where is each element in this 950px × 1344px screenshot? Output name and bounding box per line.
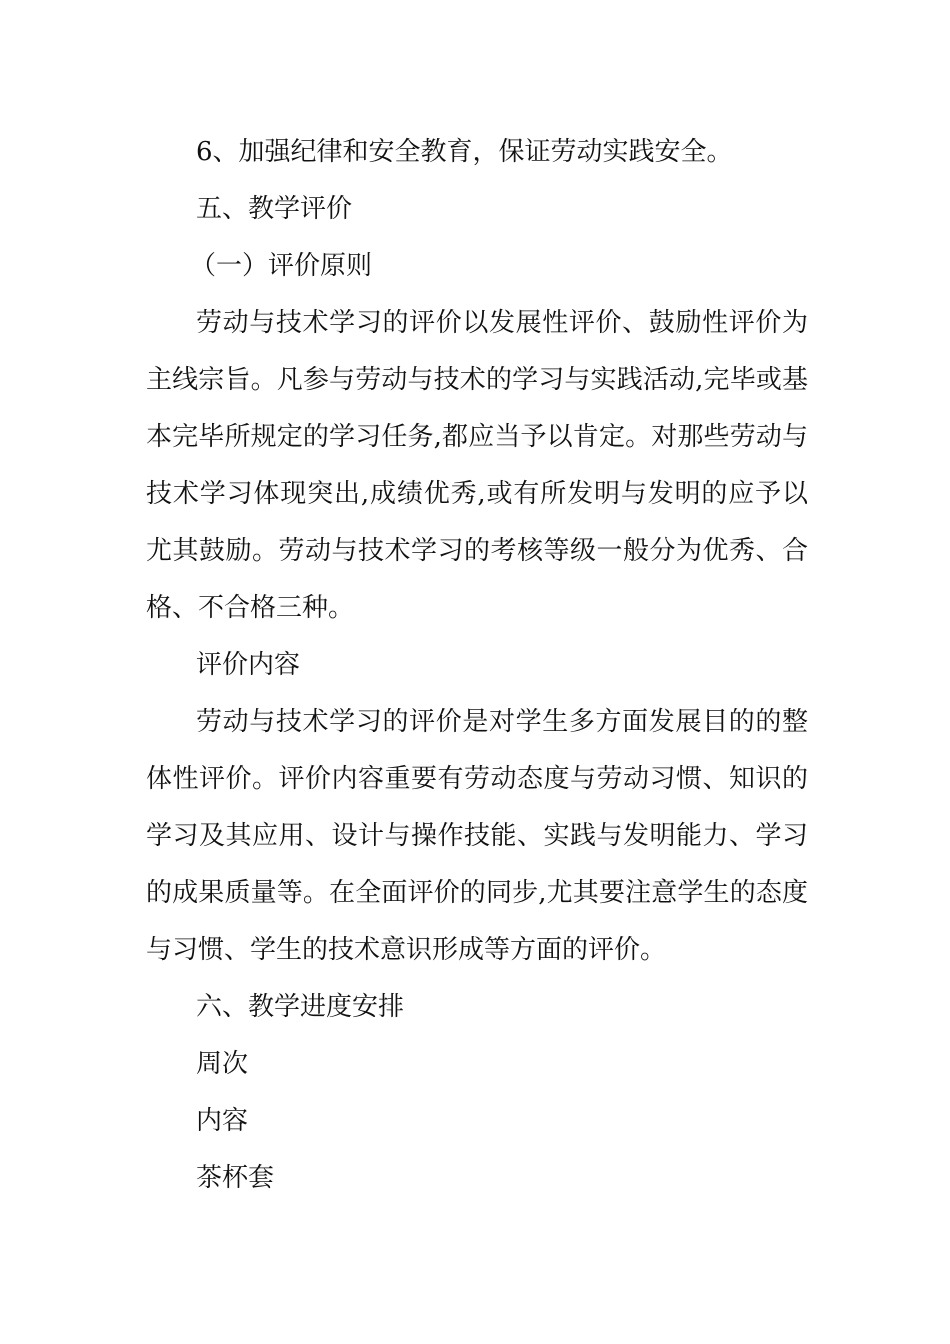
paragraph-content-line-5: 与习惯、学生的技术意识形成等方面的评价。 <box>146 935 667 965</box>
paragraph-principles-line-2: 主线宗旨。凡参与劳动与技术的学习与实践活动,完毕或基 <box>146 365 808 395</box>
schedule-item-cup-sleeve: 茶杯套 <box>196 1163 275 1193</box>
paragraph-content-line-3: 学习及其应用、设计与操作技能、实践与发明能力、学习 <box>146 821 808 851</box>
schedule-label-content: 内容 <box>196 1106 249 1136</box>
subheading-evaluation-principles: （一）评价原则 <box>190 251 373 281</box>
paragraph-content-line-1: 劳动与技术学习的评价是对学生多方面发展目的的整 <box>196 707 808 737</box>
schedule-label-week: 周次 <box>196 1049 249 1079</box>
paragraph-content-line-2: 体性评价。评价内容重要有劳动态度与劳动习惯、知识的 <box>146 764 808 794</box>
paragraph-principles-line-4: 技术学习体现突出,成绩优秀,或有所发明与发明的应予以 <box>146 479 808 509</box>
paragraph-principles-line-6: 格、不合格三种。 <box>146 593 355 623</box>
heading-teaching-evaluation: 五、教学评价 <box>196 194 353 224</box>
paragraph-principles-line-3: 本完毕所规定的学习任务,都应当予以肯定。对那些劳动与 <box>146 422 808 452</box>
subheading-evaluation-content: 评价内容 <box>196 650 301 680</box>
paragraph-principles-line-1: 劳动与技术学习的评价以发展性评价、鼓励性评价为 <box>196 308 808 338</box>
paragraph-safety-item: 6、加强纪律和安全教育，保证劳动实践安全。 <box>196 137 733 167</box>
paragraph-content-line-4: 的成果质量等。在全面评价的同步,尤其要注意学生的态度 <box>146 878 808 908</box>
heading-teaching-schedule: 六、教学进度安排 <box>196 992 405 1022</box>
paragraph-principles-line-5: 尤其鼓励。劳动与技术学习的考核等级一般分为优秀、合 <box>146 536 808 566</box>
